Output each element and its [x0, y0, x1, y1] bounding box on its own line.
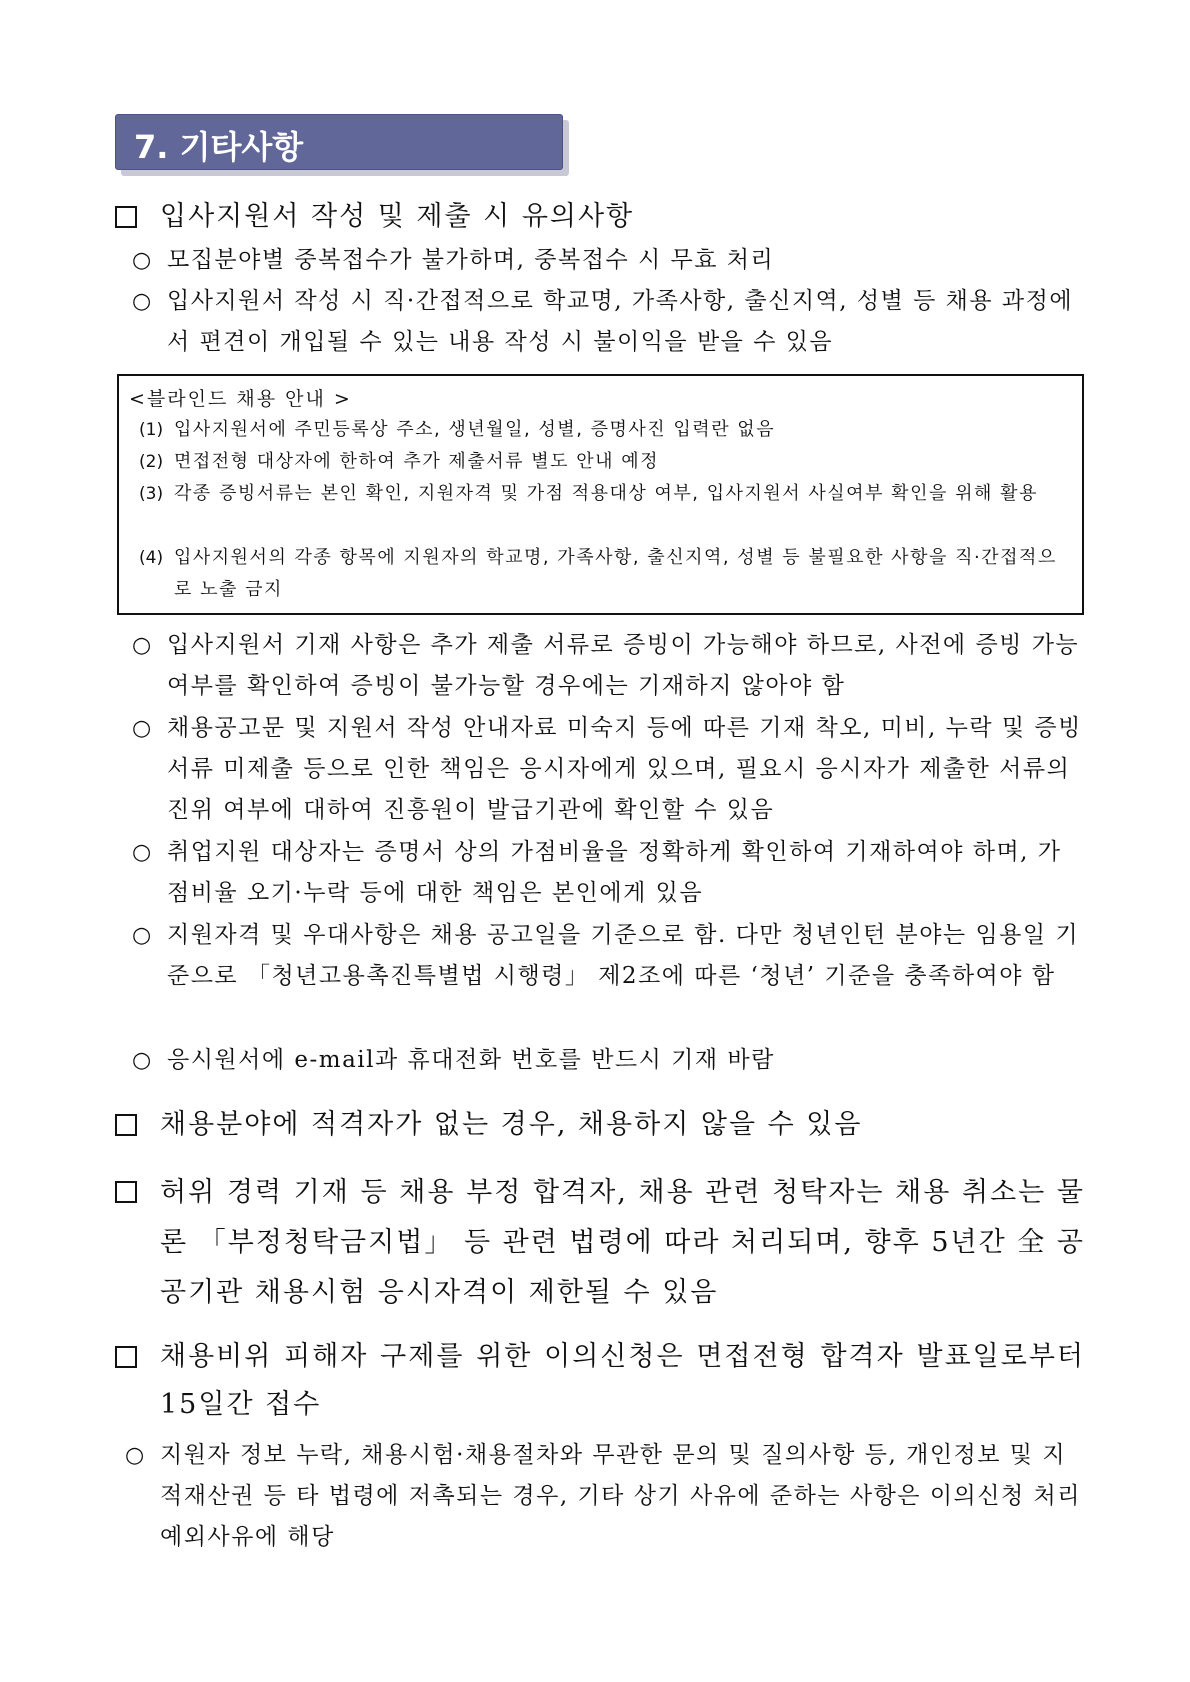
section-title: 7. 기타사항: [134, 128, 304, 166]
square-item-precautions: [115, 193, 1085, 241]
notice-row-number: (4): [139, 548, 164, 568]
notice-row-text: 입사지원서에 주민등록상 주소, 생년월일, 성별, 증명사진 입력란 없음: [174, 419, 776, 440]
list-item: [132, 1040, 1082, 1081]
square-item-title: 허위 경력 기재 등 채용 부정 합격자, 채용 관련 청탁자는 채용 취소는 물론 「부정청탁금지법」 등 관련 법령에 따라 처리되며, 향후 5년간 全 공공기관 채용시험 응시자격이 제한될 수 있음: [160, 1177, 1085, 1308]
notice-row-number: (3): [139, 484, 164, 504]
square-checkbox-icon: [115, 1181, 137, 1203]
bullet-circle-icon: ○: [132, 923, 152, 948]
square-item-title: 채용분야에 적격자가 없는 경우, 채용하지 않을 수 있음: [160, 1109, 863, 1140]
list-item-text: 취업지원 대상자는 증명서 상의 가점비율을 정확하게 확인하여 기재하여야 하며, 가점비율 오기·누락 등에 대한 책임은 본인에게 있음: [167, 839, 1062, 906]
square-checkbox-icon: [115, 1346, 137, 1368]
section-header: [115, 114, 563, 170]
notice-row: [139, 542, 1072, 606]
square-item-fraud: [115, 1168, 1085, 1318]
notice-row: [139, 414, 1072, 446]
blind-recruitment-notice-box: [117, 374, 1084, 615]
notice-title: <블라인드 채용 안내 >: [129, 388, 352, 410]
notice-row-text: 입사지원서의 각종 항목에 지원자의 학교명, 가족사항, 출신지역, 성별 등 불필요한 사항을 직·간접적으로 노출 금지: [174, 547, 1057, 600]
list-item: [132, 708, 1082, 831]
square-item-title: 채용비위 피해자 구제를 위한 이의신청은 면접전형 합격자 발표일로부터 15일간 접수: [160, 1341, 1085, 1420]
section-header-bar: [115, 114, 563, 170]
square-item-no-qualified: [115, 1101, 1085, 1149]
bullet-circle-icon: ○: [132, 716, 152, 741]
list-item: [132, 240, 1082, 281]
list-item-text: 응시원서에 e-mail과 휴대전화 번호를 반드시 기재 바람: [167, 1047, 775, 1073]
list-item: [132, 281, 1082, 363]
bullet-circle-icon: ○: [132, 840, 152, 865]
bullet-circle-icon: ○: [132, 248, 152, 273]
square-item-appeal: [115, 1333, 1085, 1429]
list-item-text: 지원자 정보 누락, 채용시험·채용절차와 무관한 문의 및 질의사항 등, 개인정보 및 지적재산권 등 타 법령에 저촉되는 경우, 기타 상기 사유에 준하는 사항은 이의신청 처리 예외사유에 해당: [160, 1442, 1081, 1550]
list-item: [132, 832, 1082, 914]
square-checkbox-icon: [115, 1114, 137, 1136]
list-item-text: 채용공고문 및 지원서 작성 안내자료 미숙지 등에 따른 기재 착오, 미비, 누락 및 증빙서류 미제출 등으로 인한 책임은 응시자에게 있으며, 필요시 응시자가 제출한 서류의 진위 여부에 대하여 진흥원이 발급기관에 확인할 수 있음: [167, 715, 1082, 823]
notice-row-text: 면접전형 대상자에 한하여 추가 제출서류 별도 안내 예정: [174, 451, 659, 472]
notice-row-number: (2): [139, 452, 164, 472]
square-item-title: 입사지원서 작성 및 제출 시 유의사항: [160, 201, 635, 232]
list-item-text: 모집분야별 중복접수가 불가하며, 중복접수 시 무효 처리: [167, 247, 775, 273]
bullet-circle-icon: ○: [132, 633, 152, 658]
list-item: [125, 1435, 1082, 1558]
bullet-circle-icon: ○: [132, 1048, 152, 1073]
notice-row-text: 각종 증빙서류는 본인 확인, 지원자격 및 가점 적용대상 여부, 입사지원서 사실여부 확인을 위해 활용: [174, 483, 1038, 504]
square-checkbox-icon: [115, 206, 137, 228]
bullet-circle-icon: ○: [125, 1443, 145, 1468]
list-item-text: 지원자격 및 우대사항은 채용 공고일을 기준으로 함. 다만 청년인턴 분야는 임용일 기준으로 「청년고용촉진특별법 시행령」 제2조에 따른 ‘청년’ 기준을 충족하여야 함: [167, 922, 1080, 989]
list-item-text: 입사지원서 작성 시 직·간접적으로 학교명, 가족사항, 출신지역, 성별 등 채용 과정에서 편견이 개입될 수 있는 내용 작성 시 불이익을 받을 수 있음: [167, 288, 1074, 355]
list-item-text: 입사지원서 기재 사항은 추가 제출 서류로 증빙이 가능해야 하므로, 사전에 증빙 가능 여부를 확인하여 증빙이 불가능할 경우에는 기재하지 않아야 함: [167, 632, 1080, 699]
list-item: [132, 625, 1082, 707]
bullet-circle-icon: ○: [132, 289, 152, 314]
list-item: [132, 915, 1082, 1038]
notice-row: [139, 446, 1072, 478]
notice-row-number: (1): [139, 420, 164, 440]
notice-row: [139, 478, 1072, 542]
